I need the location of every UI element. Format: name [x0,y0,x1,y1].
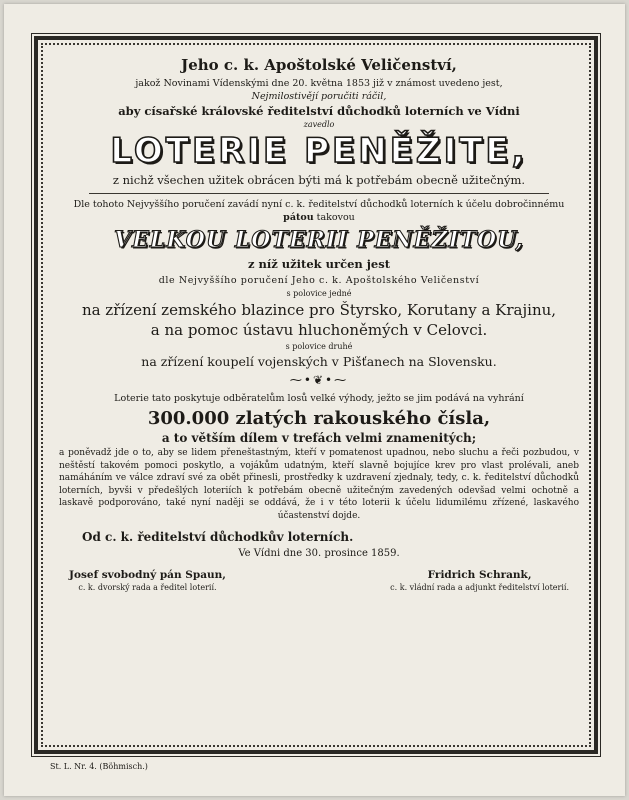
text-advantages: Loterie tato poskytuje odběratelům losů velké výhody, ježto se jim podává na vyhrání [114,393,524,404]
text-issuer: Od c. k. ředitelství důchodkův loterních. [82,530,354,544]
text-news: jakož Novinami Vídenskými dne 20. května 1853 již v známost uvedeno jest, [135,78,503,89]
poster-content [54,56,584,592]
text-asylum-2: a na pomoc ústavu hluchoněmých v Celovci. [150,321,488,339]
ornament-divider: ⁓•❦•⁓ [289,373,349,387]
divider [89,193,549,194]
text-introduced: zavedlo [303,120,335,129]
text-according: dle Nejvyššího poručení Jeho c. k. Apoštolského Veličenství [158,275,480,286]
text-benefit: z níž užitek určen jest [247,257,391,271]
footer-reference: St. L. Nr. 4. (Böhmisch.) [50,762,148,771]
text-fifth [54,212,584,223]
text-purpose: z nichž všechen užitek obrácen býti má k potřebám obecně užitečným. [112,173,526,187]
poster-sheet [4,4,625,796]
signatory-right-name: Fridrich Schrank, [427,569,532,581]
text-fifth-bold: pátou [283,212,314,223]
title-lottery: LOTERIE PENĚŽITE, [110,131,528,171]
text-directorate: aby císařské královské ředitelství důchodků loterních ve Vídni [118,104,520,118]
text-half-two: s polovice druhé [285,342,353,351]
text-deigned: Nejmilostivějí poručiti ráčil, [251,91,387,102]
text-asylum-1: na zřízení zemského blazince pro Štyrsko, Korutany a Krajinu, [81,301,557,319]
text-date: Ve Vídni dne 30. prosince 1859. [238,548,400,559]
text-prize: 300.000 zlatých rakouského čísla, [147,408,491,429]
signature-left [69,569,226,592]
text-order: Dle tohoto Nejvyššího poručení zavádí nyní c. k. ředitelství důchodků loterních k účelu dobročinnému [73,199,565,210]
text-half-one: s polovice jedné [286,289,352,298]
signature-right [390,569,569,592]
text-baths: na zřízení koupelí vojenských v Pišťanech na Slovensku. [141,354,497,369]
heading-emperor: Jeho c. k. Apoštolské Veličenství, [181,56,457,74]
signatory-left-name: Josef svobodný pán Spaun, [69,569,226,581]
signatory-right-title: c. k. vládní rada a adjunkt ředitelství loterií. [390,583,569,592]
title-second-lottery: VELKOU LOTERII PENĚŽITOU, [113,227,525,253]
text-majority: a to větším dílem v trefách velmi znamenitých; [161,431,477,445]
body-paragraph: a poněvadž jde o to, aby se lidem přeneštastným, kteří v pomatenost upadnou, nebo sluchu a řeči pozbudou, v neštěstí takovém pomoci poskytlo, a vojákům udatným, kteří slavně bojujíce krev pro vlast prolévali, aneb namáháním ve válce zdraví své za obět přinesli, prostředky k uzdravení zjednaly, tedy, c. k. ředitelství důchodků loterních, byvši v předešlých loteriích k potřebám obecně užitečným zavedených odevšad velmi ochotně a laskavě podporováno, také nyní naději se oddává, že i v této loterii k účelu lidumilému zřízené, laskavého účastenství dojde. [59,448,579,521]
text-fifth-plain: takovou [316,212,355,223]
signatures [69,569,569,592]
signatory-left-title: c. k. dvorský rada a ředitel loterií. [78,583,217,592]
